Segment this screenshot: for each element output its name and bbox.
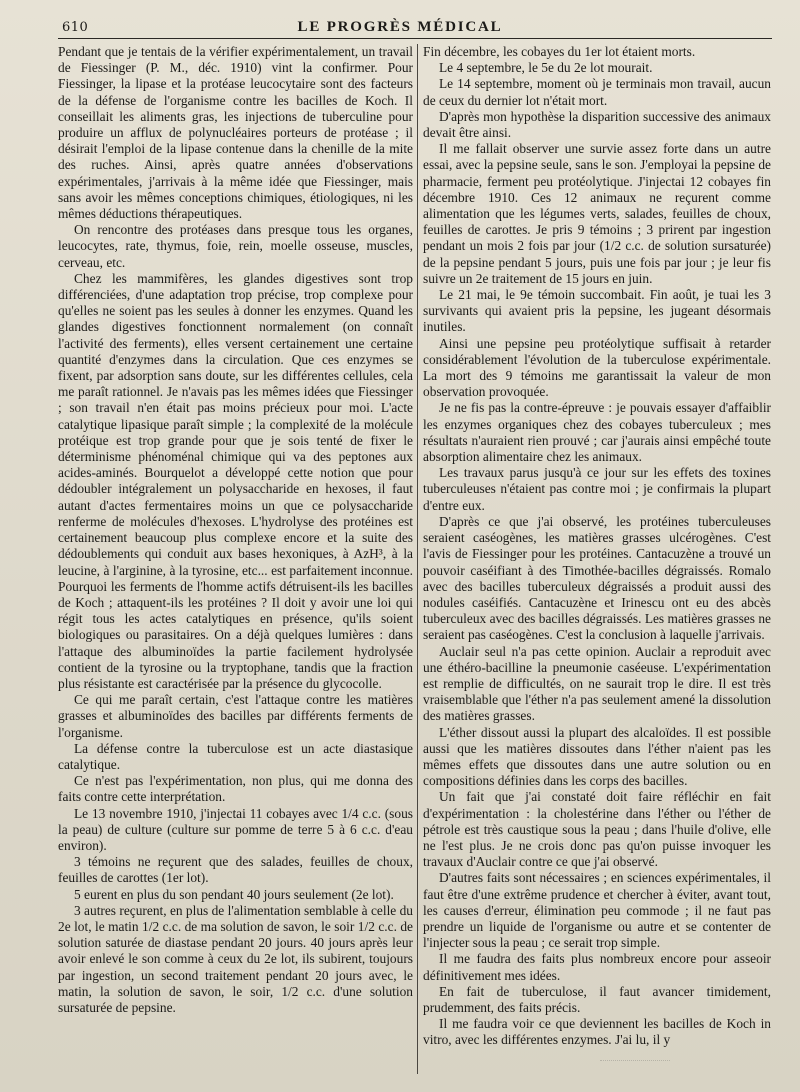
paragraph: On rencontre des protéases dans presque tous les organes, leucocytes, rate, thymus, foie, rein, moelle osseuse, muscles, cerveau, etc. (58, 222, 413, 270)
paragraph: Le 13 novembre 1910, j'injectai 11 cobayes avec 1/4 c.c. (sous la peau) de culture (culture sur pomme de terre 5 à 6 c.c. d'eau environ). (58, 805, 413, 853)
page-number: 610 (62, 20, 89, 35)
paragraph: Il me faudra voir ce que deviennent les bacilles de Koch in vitro, avec les différentes enzymes. J'ai lu, il y (423, 1016, 771, 1048)
paragraph: D'après ce que j'ai observé, les protéines tuberculeuses seraient caséogènes, les matières grasses ulcérogènes. C'est l'avis de Fiessinger pour les protéines. Cantacuzène a trouvé un pouvoir caséifiant à des Timothée-bacilles dégraissés. Romalo avec des bacilles tuberculeux dégraissés a produit aussi des nodules caséifiés. Cantacuzène et Irinescu ont eu des abcès tuberculeux avec des bacilles dégraissés. Les matières grasses ne seraient pas caséogènes. C'est la conclusion à laquelle j'arrivais. (423, 513, 771, 643)
journal-title: LE PROGRÈS MÉDICAL (297, 19, 503, 35)
column-divider (417, 44, 418, 1074)
paragraph: 5 eurent en plus du son pendant 40 jours seulement (2e lot). (74, 886, 394, 902)
paragraph: La défense contre la tuberculose est un acte diastasique catalytique. (58, 740, 413, 772)
paragraph: Fin décembre, les cobayes du 1er lot étaient morts. (423, 44, 696, 59)
paragraph: Auclair seul n'a pas cette opinion. Auclair a reproduit avec une éthéro-bacilline la pneumonie caséeuse. L'expérimentation est remplie de difficultés, on ne saurait trop le dire. Il est très vraisemblable que l'éther n'a pas seulement amené la dissolution des matières grasses. (423, 643, 771, 724)
paragraph: Le 4 septembre, le 5e du 2e lot mourait. (439, 60, 653, 76)
faint-stamp-mark (600, 1040, 670, 1061)
paragraph: D'après mon hypothèse la disparition successive des animaux devait être ainsi. (423, 108, 771, 141)
paragraph: Pendant que je tentais de la vérifier expérimentalement, un travail de Fiessinger (P. M., déc. 1910) vint la confirmer. Pour Fiessinger, la lipase et la protéase leucocytaire sont des facteurs de la défense de l'organisme contre les bacilles de Koch. Il conseillait les aliments gras, les injections de tuberculine pour produire un afflux de polynucléaires porteurs de protéase ; il désirait l'emploi de la lipase contenue dans la chenille de la mite des ruches. Ainsi, après quatre années d'observations expérimentales, j'arrivais à la même idée que Fiessinger, mais sans avoir les mêmes conceptions chimiques, étiologiques, ni les mêmes déductions thérapeutiques. (58, 44, 413, 222)
left-column (58, 44, 413, 1084)
paragraph: Il me fallait observer une survie assez forte dans un autre essai, avec la pepsine seule, sans le son. J'employai la pepsine de pharmacie, ferment peu protéolytique. J'injectai 12 cobayes fin décembre 1910. Ces 12 animaux ne reçurent comme alimentation que les légumes verts, salades, feuilles de choux, feuilles de carottes. Je pris 9 témoins ; 3 prirent par ingestion pendant un mois 2 fois par jour (1/2 c.c. de solution sursaturée) de la pepsine pendant 5 jours, puis une fois par jour ; je leur fis suivre un 2e traitement de 15 jours en juin. (423, 141, 771, 286)
paragraph: 3 témoins ne reçurent que des salades, feuilles de choux, feuilles de carottes (1er lot). (58, 854, 413, 886)
paragraph: Chez les mammifères, les glandes digestives sont trop différenciées, d'une adaptation trop précise, trop complexe pour qu'elles ne soient pas les seules à donner les enzymes. Quand les glandes digestives fonctionnent normalement (on connaît l'activité des ferments), elles versent certainement une certaine quantité d'enzymes dans la circulation. Que ces enzymes se fixent, par adsorption sans doute, sur les différentes cellules, cela me paraît rationnel. Je n'avais pas les mêmes idées que Fiessinger ; son travail n'en était pas moins précieux pour moi. L'acte catalytique lipasique paraît simple ; la complexité de la molécule protéique est trop grande pour que je sois tenté de fixer le déterminisme phénoménal chimique qui va des peptones aux acides-aminés. Bourquelot a développé cette notion que pour dédoubler intégralement un polysaccharide en hexoses, il faut autant d'actes fermentaires moins un que ce polysaccharide renferme de molécules d'hexoses. L'hydrolyse des protéines est certainement beaucoup plus complexe encore et la suite des dédoublements qui conduit aux bases hexoniques, à AzH³, à la leucine, à l'arginine, à la tyrosine, etc... est parfaitement inconnue. Pourquoi les ferments de l'homme actifs détruisent-ils les bacilles de Koch ; attaquent-ils les protéines ? Il doit y avoir une loi qui régit tous les actes catalytiques en présence, qu'ils soient biologiques ou parasitaires. On a déjà quelques lumières : dans l'attaque des albuminoïdes la partie facilement hydrolysée contient de la tyrosine ou la tryptophane, tandis que la fraction plus résistante est caractérisée par la présence du glycocolle. (58, 270, 413, 691)
paragraph: Ce qui me paraît certain, c'est l'attaque contre les matières grasses et albuminoïdes des bacilles par différents ferments de l'organisme. (58, 692, 413, 740)
paragraph: Le 21 mai, le 9e témoin succombait. Fin août, je tuai les 3 survivants qui avaient pris la pepsine, les jugeant désormais inutiles. (423, 287, 771, 335)
paragraph: Un fait que j'ai constaté doit faire réfléchir en fait d'expérimentation : la cholestérine dans l'éther ou l'éther de pétrole est très caustique sous la peau ; dans l'huile d'olive, elle ne l'est plus. Je ne crois donc pas qu'on puisse invoquer les travaux d'Auclair contre ce que j'ai observé. (423, 789, 771, 870)
paragraph: D'autres faits sont nécessaires ; en sciences expérimentales, il faut être d'une extrême prudence et chercher à éviter, avant tout, les causes d'erreur, élimination peu commode ; il ne faut pas prendre un liquide de l'organisme ou autre et se contenter de l'injecter sous la peau ; ce serait trop simple. (423, 870, 771, 951)
paragraph: Les travaux parus jusqu'à ce jour sur les effets des toxines tuberculeuses n'étaient pas contre moi ; je confirmais la plupart d'entre eux. (423, 465, 771, 513)
header-rule (58, 38, 772, 39)
paragraph: Ce n'est pas l'expérimentation, non plus, qui me donna des faits contre cette interprétation. (58, 773, 413, 805)
paragraph: Le 14 septembre, moment où je terminais mon travail, aucun de ceux du dernier lot n'était mort. (423, 76, 771, 108)
right-column (423, 44, 771, 1084)
paragraph: En fait de tuberculose, il faut avancer timidement, prudemment, des faits précis. (423, 983, 771, 1015)
paragraph: Il me faudra des faits plus nombreux encore pour asseoir définitivement mes idées. (423, 951, 771, 983)
paragraph: Je ne fis pas la contre-épreuve : je pouvais essayer d'affaiblir les enzymes organiques chez des cobayes tuberculeux ; mes résultats n'auraient rien prouvé ; car j'aurais ainsi empêché toute absorption alimentaire chez les animaux. (423, 400, 771, 465)
paragraph: Ainsi une pepsine peu protéolytique suffisait à retarder considérablement l'évolution de la tuberculose expérimentale. La mort des 9 témoins me garantissait la valeur de mon observation provoquée. (423, 335, 771, 400)
paragraph: 3 autres reçurent, en plus de l'alimentation semblable à celle du 2e lot, le matin 1/2 c.c. de ma solution de savon, le soir 1/2 c.c. de solution saturée de diastase pendant 20 jours. 40 jours après leur avoir enlevé le son comme à ceux du 2e lot, ils subirent, toujours par ingestion, un second traitement pendant 20 jours avec, le matin, la solution de savon, le soir, 1/2 c.c. d'une solution sursaturée de pepsine. (58, 902, 413, 1015)
paragraph: L'éther dissout aussi la plupart des alcaloïdes. Il est possible aussi que les matières dissoutes dans l'éther n'aient pas les mêmes effets que dissoutes dans une autre solution ou en compositions définies dans les corps des bacilles. (423, 724, 771, 789)
